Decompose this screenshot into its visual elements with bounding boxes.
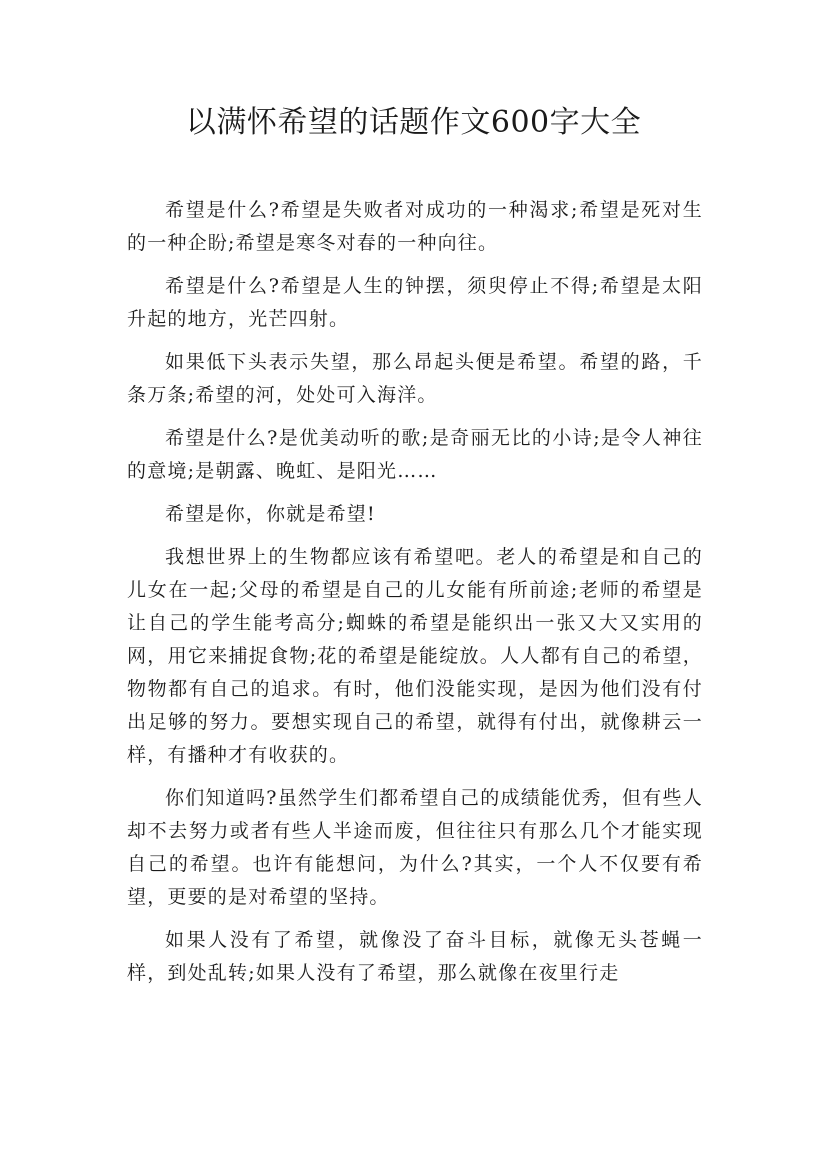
paragraph: 希望是什么?是优美动听的歌;是奇丽无比的小诗;是令人神往的意境;是朝露、晚虹、是阳光……	[127, 427, 703, 482]
paragraph: 你们知道吗?虽然学生们都希望自己的成绩能优秀，但有些人却不去努力或者有些人半途而废，但往往只有那么几个才能实现自己的希望。也许有能想问，为什么?其实，一个人不仅要有希望，更要的是对希望的坚持。	[127, 787, 703, 908]
page-title: 以满怀希望的话题作文600字大全	[185, 105, 642, 140]
paragraph: 希望是什么?希望是人生的钟摆，须臾停止不得;希望是太阳升起的地方，光芒四射。	[127, 275, 703, 330]
paragraph: 希望是你，你就是希望!	[165, 503, 376, 525]
paragraph: 如果低下头表示失望，那么昂起头便是希望。希望的路，千条万条;希望的河，处处可入海洋。	[127, 351, 703, 406]
paragraph: 我想世界上的生物都应该有希望吧。老人的希望是和自己的儿女在一起;父母的希望是自己的儿女能有所前途;老师的希望是让自己的学生能考高分;蜘蛛的希望是能织出一张又大又实用的网，用它来捕捉食物;花的希望是能绽放。人人都有自己的希望，物物都有自己的追求。有时，他们没能实现，是因为他们没有付出足够的努力。要想实现自己的希望，就得有付出，就像耕云一样，有播种才有收获的。	[127, 546, 703, 766]
paragraph: 如果人没有了希望，就像没了奋斗目标，就像无头苍蝇一样，到处乱转;如果人没有了希望，那么就像在夜里行走	[127, 929, 703, 984]
paragraph: 希望是什么?希望是失败者对成功的一种渴求;希望是死对生的一种企盼;希望是寒冬对春的一种向往。	[127, 199, 703, 254]
article-body	[127, 194, 703, 1000]
